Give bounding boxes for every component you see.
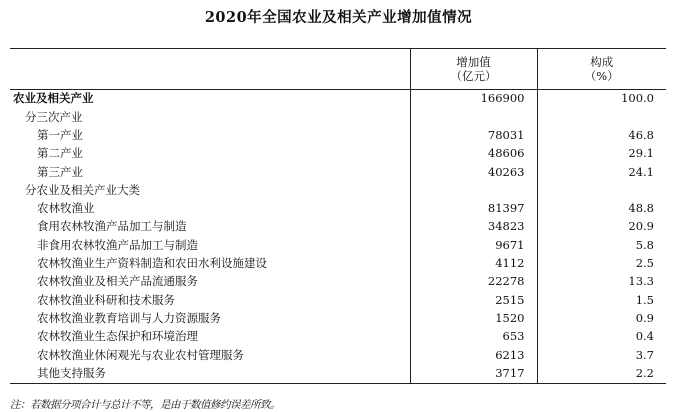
value-added-table [10,48,666,384]
row-label: 非食用农林牧渔产品加工与制造 [37,237,198,252]
row-share: 2.5 [537,255,666,273]
row-label: 农林牧渔业科研和技术服务 [37,292,175,307]
row-value-added: 34823 [410,218,537,236]
row-share: 29.1 [537,145,666,163]
table-body [10,90,666,384]
row-share: 24.1 [537,163,666,181]
table-row [10,127,666,145]
row-share: 100.0 [537,90,666,109]
row-label: 第一产业 [37,127,83,142]
table-row [10,364,666,383]
row-value-added: 2515 [410,291,537,309]
row-value-added: 81397 [410,200,537,218]
row-value-added [410,181,537,199]
row-share [537,108,666,126]
row-value-added: 6213 [410,346,537,364]
table-row [10,200,666,218]
row-share: 46.8 [537,127,666,145]
row-value-added: 9671 [410,236,537,254]
row-label: 农林牧渔业教育培训与人力资源服务 [37,310,221,325]
row-share [537,181,666,199]
row-label: 农林牧渔业 [37,201,95,216]
header-item [10,49,410,90]
row-label: 第二产业 [37,146,83,161]
row-value-added: 40263 [410,163,537,181]
row-label: 农林牧渔业休闲观光与农业农村管理服务 [37,347,244,362]
row-value-added: 3717 [410,364,537,383]
row-value-added: 1520 [410,310,537,328]
table-row [10,90,666,109]
table-row [10,108,666,126]
table-row [10,236,666,254]
table-row [10,346,666,364]
table-row [10,273,666,291]
table-row [10,310,666,328]
row-share: 0.4 [537,328,666,346]
row-label: 第三产业 [37,164,83,179]
row-value-added: 653 [410,328,537,346]
row-label: 分三次产业 [25,109,83,124]
row-value-added: 166900 [410,90,537,109]
row-share: 2.2 [537,364,666,383]
header-value-added-label: 增加值 [456,55,491,69]
row-value-added: 4112 [410,255,537,273]
table-row [10,255,666,273]
footnote: 注：若数据分项合计与总计不等，是由于数值修约误差所致。 [10,399,280,411]
row-label: 农林牧渔业及相关产品流通服务 [37,274,198,289]
header-value-added-unit: （亿元） [450,69,497,83]
table-row [10,328,666,346]
row-value-added: 48606 [410,145,537,163]
row-share: 20.9 [537,218,666,236]
table-row [10,145,666,163]
header-share-label: 构成 [590,55,614,69]
row-label: 农业及相关产业 [13,91,94,106]
table-row [10,163,666,181]
row-share: 5.8 [537,236,666,254]
row-label: 其他支持服务 [37,365,106,380]
row-share: 0.9 [537,310,666,328]
table-row [10,181,666,199]
row-label: 分农业及相关产业大类 [25,182,140,197]
row-label: 食用农林牧渔产品加工与制造 [37,219,187,234]
header-value-added [410,49,537,90]
table-row [10,218,666,236]
row-share: 13.3 [537,273,666,291]
row-value-added: 22278 [410,273,537,291]
table-header-row [10,49,666,90]
row-label: 农林牧渔业生产资料制造和农田水利设施建设 [37,256,267,271]
header-share [537,49,666,90]
row-share: 1.5 [537,291,666,309]
table-row [10,291,666,309]
header-share-unit: （%） [584,69,619,83]
row-share: 3.7 [537,346,666,364]
row-share: 48.8 [537,200,666,218]
table-title: 2020年全国农业及相关产业增加值情况 [204,9,473,26]
row-label: 农林牧渔业生态保护和环境治理 [37,329,198,344]
row-value-added: 78031 [410,127,537,145]
row-value-added [410,108,537,126]
